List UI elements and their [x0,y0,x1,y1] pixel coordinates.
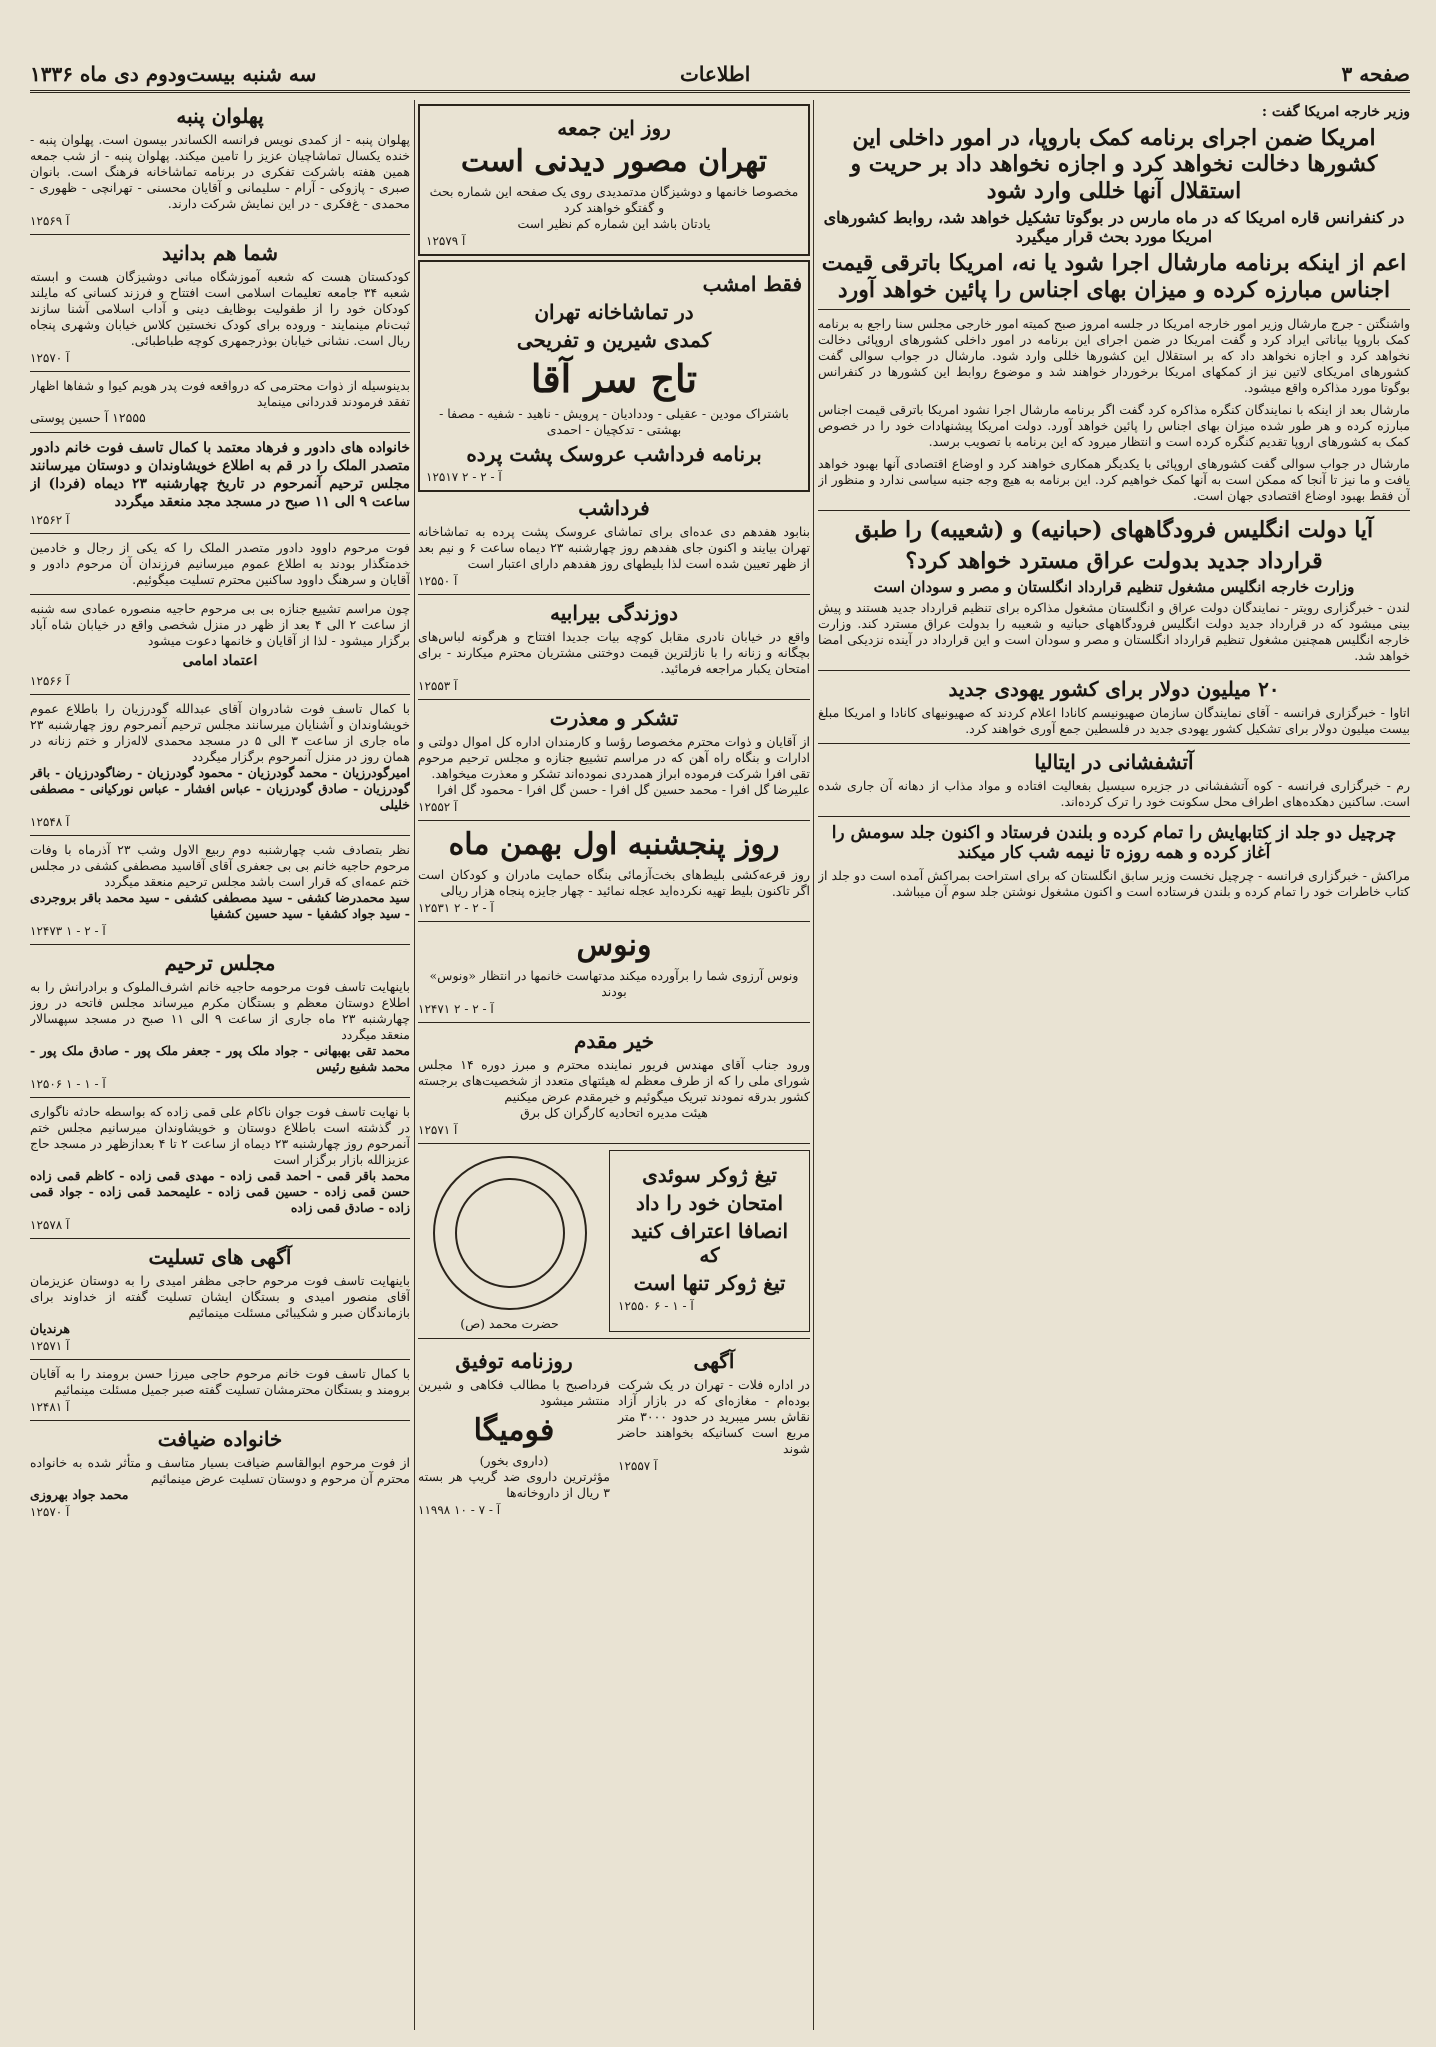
ad-know [30,241,410,365]
ad-ref: ۱۲۵۷۸ آ [30,1217,70,1232]
notice-body: باینهایت تاسف فوت مرحومه حاجیه خانم اشرف‌الملوک و برادرانش را به اطلاع دوستان معظم و بستگان مکرم میرساند مجلس فاتحه در روز چهارشنبه ۲۳ ماه جاری از ساعت ۹ الی ۱۱ صبح در مسجد سپهسالار منعقد میگردد [30,978,410,1042]
ad-title: آگهی [693,1348,735,1373]
notices-column-left [30,100,410,2030]
headline: آیا دولت انگلیس فرودگاههای (حبانیه) و (شعیبه) را طبق [854,517,1374,544]
article-kicker: وزیر خارجه امریکا گفت : [1261,104,1410,120]
ad-ref: ۱۲۵۴۸ آ [30,814,70,829]
ad-body: یادتان باشد این شماره کم نظیر است [517,216,711,231]
notice-body: از فوت مرحوم ابوالقاسم ضیافت بسیار متاسف و متأثر شده به خانواده محترم آن مرحوم و دوستان تسلیت عرض مینمائیم [30,1454,410,1486]
notice-body: خانواده های دادور و فرهاد معتمد با کمال تاسف فوت خانم دادور متصدر الملک را در قم به اطلاع خویشاوندان و دوستان میرسانند مجلس ترحیم آنمرحوم در تاریخ چهارشنبه ۲۳ دیماه (فردا) از ساعت ۹ الی ۱۱ صبح در مسجد مجد منعقد میگردد [30,440,410,510]
notice-body: با کمال تاسف فوت خانم مرحوم حاجی میرزا حسن برومند را به آقایان برومند و بستگان محترمشان تسلیت گفته صبر جمیل مسئلت مینمائیم [30,1365,410,1397]
notice-body: چون مراسم تشییع جنازه بی بی مرحوم حاجیه منصوره عمادی سه شنبه از ساعت ۲ الی ۴ بعد از ظهر در منزل شخصی واقع در خیابان شاه آباد برگزار میشود - لذا از آقایان و خانمها دعوت میشود [30,601,410,648]
ad-pahlevan [30,104,410,228]
ad-ref: ۱۲۵۷۰ آ [30,1504,70,1519]
ad-ref: ۱۲۴۷۳ آ - ۲ - ۱ [30,923,106,938]
ad-ref: ۱۲۴۷۱ آ - ۲ - ۲ [418,1001,494,1016]
ad-tehran-mosavar [418,104,810,256]
ad-notice [618,1345,810,1517]
ad-genre: کمدی شیرین و تفریحی [516,328,712,352]
ad-kicker: روز این جمعه [557,116,671,140]
ad-ref: ۱۲۵۵۰ آ [418,573,458,588]
page-number: صفحه ۳ [1341,62,1410,86]
ad-ref: ۱۲۵۶۲ آ [30,513,70,527]
ad-body: مؤثرترین داروی ضد گریپ هر بسته ۳ ریال از داروخانه‌ها [418,1468,610,1500]
ad-body: مخصوصا خانمها و دوشیزگان مدتمدیدی روی یک صفحه این شماره بحث و گفتگو خواهند کرد [429,184,799,215]
paper-name: اطلاعات [680,62,751,86]
ad-thanks [418,706,810,814]
notice-signature: سید محمدرضا کشفی - سید مصطفی کشفی - سید محمد باقر بروجردی - سید جواد کشفیا - سید حسین کشفیا [30,889,410,921]
news-article-marshall [818,104,1410,504]
notice-body: نظر بتصادف شب چهارشنبه دوم ربیع الاول وشب ۲۳ آذرماه با وفات مرحوم حاجیه خانم بی بی جعفری آقای آقاسید مصطفی کشفی در مجلس ختم عمه‌ای که قرار است باشد مجلس ترحیم منعقد میگردد [30,841,410,889]
ad-seal [418,1150,601,1332]
headline: قرارداد جدید بدولت عراق مسترد خواهد کرد؟ [905,547,1323,574]
ad-signature: هیئت مدیره اتحادیه کارگران کل برق [520,1104,708,1120]
ad-ref: ۱۲۵۷۱ آ [418,1122,458,1137]
headline: امریکا ضمن اجرای برنامه کمک باروپا، در امور داخلی این کشورها دخالت نخواهد کرد و اجازه نخواهد داد بر حریت و استقلال آنها خللی وارد شود [850,124,1378,204]
headline: چرچیل دو جلد از کتابهایش را تمام کرده و بلندن فرستاد و اکنون جلد سومش را آغاز کرده و همه روزه تا نیمه شب کار میکند [831,822,1397,864]
ad-ref: ۱۲۵۵۲ آ [418,799,458,814]
news-article-italy [818,750,1410,810]
ad-ref: ۱۲۴۸۱ آ [30,1399,70,1414]
ad-line: تیغ ژوکر تنها است [633,1270,786,1295]
ad-ref: ۱۲۵۳۱ آ - ۲ - ۲ [418,900,494,915]
headline: ۲۰ میلیون دولار برای کشور یهودی جدید [948,676,1280,701]
ad-razor [609,1150,810,1332]
ad-tailor [418,601,810,693]
ad-ref: ۱۲۵۷۱ آ [30,1338,70,1353]
ad-venue: در تماشاخانه تهران [534,300,694,324]
notice-signature: محمد تقی بهبهانی - جواد ملک پور - جعفر ملک پور - صادق ملک پور - محمد شفیع رئیس [30,1042,410,1074]
section-title: مجلس ترحیم [164,950,276,975]
news-article-churchill [818,823,1410,900]
notice-signature: امیرگودرزیان - محمد گودرزیان - محمود گودرزیان - رضاگودرزیان - باقر گودرزیان - صادق گودرزیان - عباس افشار - عباس نورکیانی - مصطفی خلیلی [30,764,410,812]
ad-ref: ۱۲۵۷۹ آ [426,234,466,248]
notice-signature: هرندیان [30,1320,70,1336]
ad-welcome [418,1029,810,1137]
notice-body: فوت مرحوم داوود دادور متصدر الملک را که یکی از رجال و خادمین خدمتگذار بودند به اطلاع عموم میرسانیم فرزندان آن مرحوم دادور و آقایان و سرهنگ داوود ساکنین محترم تسلیت میگوئیم. [30,540,410,587]
news-article-iraq [818,517,1410,664]
column-divider [414,100,415,2030]
ad-tofigh [418,1345,610,1517]
ad-ref: ۱۲۵۰۶ آ - ۱ - ۱ [30,1076,106,1091]
headline: اعم از اینکه برنامه مارشال اجرا شود یا نه، امریکا باترقی قیمت اجناس مبارزه کرده و میزان بهای اجناس را پائین خواهد آورد [821,250,1407,303]
ad-venus [418,928,810,1016]
ad-body: پهلوان پنبه - از کمدی نویس فرانسه الکساندر بیسون است. پهلوان پنبه - خنده یکسال تماشاچیان عزیز را تامین میکند. پهلوان پنبه - از شب جمعه همین هفته باشرکت تفکری در برنامه تماشاخانه فرهنگ است. بانوان صبری - پازوکی - آرام - سلیمانی و آقایان محسنی - تهرانچی - ظهوری - محمدی - غ‌فکری - در این نمایش شرکت دارند. [30,132,410,211]
ad-title: تیغ ژوکر سوئدی [642,1162,777,1187]
ad-footer: برنامه فرداشب عروسک پشت پرده [466,441,762,466]
issue-date: سه شنبه بیست‌ودوم دی ماه ۱۳۳۶ [30,62,317,86]
article-body: رم - خبرگزاری فرانسه - کوه آتشفشانی در جزیره سیسیل بفعالیت افتاده و مواد مذاب از دهانه آن جاری شده است. ساکنین دهکده‌های اطراف محل سکونت خود را ترک کرده‌اند. [818,777,1410,809]
article-body: مراکش - خبرگزاری فرانسه - چرچیل نخست وزیر سابق انگلستان که برای استراحت بمراکش آمده است دو جلد از کتاب خاطرات خود را تمام کرده و بلندن فرستاده است و اکنون مشغول نوشتن جلد سوم آن میباشد. [818,867,1410,899]
notice-signature: محمد باقر قمی - احمد قمی زاده - مهدی قمی زاده - کاظم قمی زاده حسن قمی زاده - حسین قمی زاده - علیمحمد قمی زاده - جواد قمی زاده - صادق قمی زاده [30,1167,410,1215]
notice-body: بدینوسیله از ذوات محترمی که درواقعه فوت پدر هویم کیوا و شفاها اظهار تفقد فرمودند قدردانی مینماید [30,378,410,409]
ad-play [418,260,810,492]
ad-body: فرداصبح با مطالب فکاهی و شیرین منتشر میشود [418,1376,610,1408]
ad-title: فومیگا [473,1412,555,1448]
article-body: مارشال در جواب سوالی گفت کشورهای اروپائی با یکدیگر همکاری خواهند کرد و اوضاع اقتصادی آنها بهبود خواهد یافت و ما نیز تا آنجا که ممکن است به آنها کمک خواهیم کرد. این برنامه به هیچ وجه جنبه سیاسی ندارد و منظور از آن فقط بهبود اوضاع اقتصادی جهان است. [818,456,1410,504]
ad-ref: ۱۲۵۵۷ آ [618,1458,658,1473]
ad-lottery [418,827,810,915]
ad-signature: علیرضا گل افرا - محمد حسین گل افرا - حسن گل افرا - محمود گل افرا [436,781,810,797]
ad-title: روز پنجشنبه اول بهمن ماه [448,826,780,862]
subheadline: وزارت خارجه انگلیس مشغول تنظیم قرارداد انگلستان و مصر و سودان است [873,577,1355,596]
ad-body: ونوس آرزوی شما را برآورده میکند مدتهاست خانمها در انتظار «ونوس» بودند [429,967,799,999]
ad-body: بنابود هفدهم دی عده‌ای برای تماشای عروسک پشت پرده به تماشاخانه تهران بیایند و اکنون جای هفدهم روز چهارشنبه ۲۳ دیماه ساعت ۶ و نیم بعد از ظهر تعیین شده است لذا بلیطهای روز هفدهم دارای اعتبار است [418,523,810,571]
section-title: آگهی های تسلیت [148,1244,292,1269]
ad-line: امتحان خود را داد [635,1190,784,1215]
article-body: واشنگتن - جرج مارشال وزیر امور خارجه امریکا در جلسه امروز صبح کمیته امور خارجی مجلس سنا راجع به برنامه کمک باروپا بیاناتی ایراد کرد و گفت امریکا در ضمن اجرای این برنامه در امور داخلی کشورهای اروپائی دخالت نخواهد کرد و اجازه نخواهد داد که بر استقلال این کشورها خللی وارد شود. مارشال در جواب سوالی گفت کشورهای امریکای لاتین نیز از کمکهای امریکا برخوردار خواهند شد و موضوع روابط این کشورها در کنفرانس بوگوتا مورد مذاکره واقع میشود. [818,316,1410,396]
ad-title: پهلوان پنبه [176,104,264,128]
ad-ref: ۱۲۵۶۹ آ [30,214,70,228]
notice-body: با نهایت تاسف فوت جوان ناکام علی قمی زاده که بواسطه حادثه ناگواری در گذشته است باطلاع دوستان و خویشاوندان میرسانیم مجلس ختم آنمرحوم روز چهارشنبه ۲۳ دیماه از ساعت ۲ تا ۴ بعدازظهر در مسجد حاج عزیزالله بازار برگزار است [30,1103,410,1167]
ad-title: شما هم بدانید [162,241,278,265]
ad-ref: ۱۱۹۹۸ آ - ۷ - ۱۰ [418,1502,501,1517]
ad-row-razor [418,1150,810,1332]
masthead [30,62,1410,93]
headline: آتشفشانی در ایتالیا [1034,749,1194,774]
article-body: لندن - خبرگزاری رویتر - نمایندگان دولت عراق و انگلستان مشغول مذاکره برای تنظیم قرارداد جدید هستند و پیش بینی میشود که در قرارداد جدید دولت انگلیس فرودگاههای حبانیه و شعیبه را بدولت عراق مسترد کند. وزارت خارجه انگلیس همچنین مشغول تنظیم قرارداد انگلستان و مصر و سودان است و این قرارداد در آینده نزدیکی امضا خواهد شد. [818,599,1410,663]
ad-line: انصافا اعتراف کنید که [630,1218,789,1267]
article-body: اتاوا - خبرگزاری فرانسه - آقای نمایندگان سازمان صهیونیسم کانادا اعلام کردند که صهیونیهای کانادا و امریکا مبلغ بیست میلیون دولار برای تشکیل کشور یهودی جدید در فلسطین جمع آوری خواهند کرد. [818,704,1410,736]
ad-body: ورود جناب آقای مهندس فریور نماینده محترم و مبرز دوره ۱۴ مجلس شورای ملی را که از طرف معظم له هیئتهای متعدد از شخصیت‌های برجسته کشور بدرقه نمودند تبریک میگوئیم و خیرمقدم عرض میکنیم [418,1056,810,1104]
notice-body: با کمال تاسف فوت شادروان آقای عبدالله گودرزیان را باطلاع عموم خویشاوندان و آشنایان میرسانند مجلس ترحیم آنمرحوم روز چهارشنبه ۲۳ ماه جاری از ساعت ۳ الی ۵ در مسجد محمدی لاله‌زار و ختم زنانه در همان روز در منزل آنمرحوم برگزار میگردد [30,700,410,764]
column-divider [813,100,814,2030]
ad-ref: ۱۲۵۱۷ آ - ۲ - ۲ [426,469,502,484]
ad-title: فرداشب [578,495,650,520]
ad-title: خیر مقدم [573,1028,655,1053]
section-title: خانواده ضیافت [157,1426,283,1451]
notice-signature: محمد جواد بهروزی [30,1486,129,1502]
ad-body: در اداره فلات - تهران در یک شرکت بوده‌ام - مغازه‌ای که در بازار آزاد نقاش بسر میبرید در حدود ۳۰۰۰ متر مربع است کسانیکه بخواهند حاضر شوند [618,1376,810,1456]
subheadline: در کنفرانس قاره امریکا که در ماه مارس در بوگوتا تشکیل خواهد شد، روابط کشورهای امریکا مورد بحث قرار میگیرد [823,207,1405,247]
ad-body: کودکستان هست که شعبه آموزشگاه مبانی دوشیزگان هست و ابسته شعبه ۳۴ جامعه تعلیمات اسلامی است افتتاح و فرزند کسانی که مایلند کودکان خود را از طفولیت بوظایف دینی و آداب اسلامی آشنا سازند ثبت‌نام مینمایند - وروده برای کودک نخستین کلاس خیابان وشهری پنجاه ریال است. نشانی خیابان بوذرجمهری کوچه طباطبائی. [30,269,410,348]
ad-body: واقع در خیابان نادری مقابل کوچه بیات جدیدا افتتاح و هرگونه لباس‌های بچگانه و زنانه را با نازلترین قیمت دوختنی مشتریان محترم میکارند - برای امتحان یکبار مراجعه فرمائید. [418,628,810,676]
notice-signature: اعتماد امامی [182,653,258,669]
ad-row-bottom [418,1345,810,1517]
ad-ref: ۱۲۵۷۰ آ [30,351,70,365]
notice-body: باینهایت تاسف فوت مرحوم حاجی مظفر امیدی را به دوستان عزیزمان آقای منصور امیدی و بستگان ایشان تسلیت گفته از خداوند برای بازماندگان صبر و شکیبائی مسئلت مینمائیم [30,1272,410,1320]
ad-title: روزنامه توفیق [455,1348,573,1373]
ad-kicker: فقط امشب [702,272,802,296]
ad-ref: ۱۲۵۵۰ آ - ۱ - ۶ [618,1298,694,1313]
ad-body: از آقایان و ذوات محترم مخصوصا رؤسا و کارمندان اداره کل اموال دولتی و ادارات و بنگاه راه آهن که در مراسم تشییع جنازه و مجلس ترحیم مرحوم تقی افرا شرکت فرموده ابراز همدردی نموده‌اند تشکر و معذرت میخواهد. [418,733,810,781]
ad-title: تشکر و معذرت [549,705,679,730]
news-article-dollars [818,677,1410,737]
ads-column-middle [418,100,810,2030]
ad-title: دوزندگی بیرابیه [550,600,678,625]
article-body: مارشال بعد از اینکه با نمایندگان کنگره مذاکره کرد گفت اگر برنامه مارشال اجرا نشود امریکا باترقی قیمت اجناس مبارزه کرده و هر طور شده میزان بهای اجناس را پائین خواهد آورد. دولت امریکا پیشنهادات خود را در خصوص کمک به کشورهای اروپا تقدیم کنگره کرده است و انتظار میرود که این برنامه با تصویب برسد. [818,402,1410,450]
ad-ref: ۱۲۵۵۳ آ [418,678,458,693]
ad-tomorrow-night [418,496,810,588]
ad-subtitle: (داروی بخور) [479,1452,549,1468]
news-column-right [818,100,1410,2030]
ad-body: روز قرعه‌کشی بلیط‌های بخت‌آزمائی بنگاه حمایت مادران و کودکان است اگر تاکنون بلیط تهیه نکرده‌اید عجله نمائید - چهار جایزه پنجاه هزار ریالی [418,866,810,898]
ad-title: تاج سر آقا [530,356,698,401]
notice-signature: ۱۲۵۵۵ آ حسین پوستی [30,410,146,425]
ad-cast: باشتراک مودین - عقیلی - وددادیان - پرویش - ناهید - شفیه - مصفا - بهشتی - تدکچیان - احمدی [439,405,789,437]
ornament-emblem-icon [433,1156,587,1310]
emblem-caption: حضرت محمد (ص) [460,1315,559,1331]
ad-title: تهران مصور دیدنی است [460,144,768,179]
ad-title: ونوس [576,927,652,963]
notice-family [30,439,410,527]
notice-thanks [30,378,410,426]
ad-ref: ۱۲۵۶۶ آ [30,673,70,688]
